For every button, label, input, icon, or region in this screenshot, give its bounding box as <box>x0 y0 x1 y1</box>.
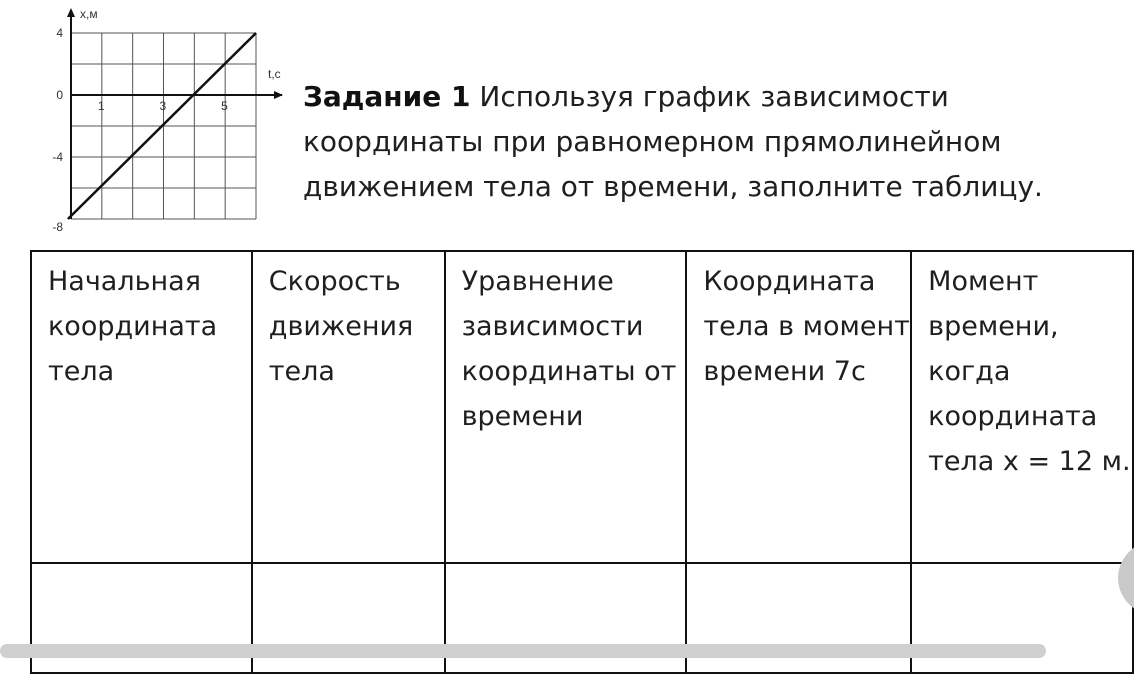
x-axis-label: t,с <box>268 67 281 81</box>
header-time-at-x12: Момент времени, когда координата тела х = 12 м. <box>911 251 1133 563</box>
y-tick-label: 0 <box>56 88 63 102</box>
coordinate-time-graph <box>30 4 300 236</box>
answer-table <box>30 250 1134 674</box>
header-coordinate-at-7s: Координата тела в момент времени 7с <box>686 251 911 563</box>
task-statement <box>303 74 1103 209</box>
horizontal-scrollbar[interactable] <box>0 644 1046 658</box>
header-initial-coordinate: Начальная координата тела <box>31 251 252 563</box>
x-axis-arrow <box>274 91 283 99</box>
task-text: Используя график зависимости координаты при равномерном прямолинейном движением тела от времени, заполните таблицу. <box>303 80 1043 203</box>
y-axis-label: x,м <box>80 7 98 21</box>
task-title: Задание 1 <box>303 80 471 113</box>
table-header-row <box>31 251 1133 563</box>
graph-tick-labels <box>52 26 228 234</box>
header-equation: Уравнение зависимости координаты от времени <box>445 251 687 563</box>
x-tick-label: 3 <box>159 99 167 113</box>
y-axis-arrow <box>67 8 75 17</box>
y-tick-label: -8 <box>52 220 63 234</box>
header-velocity: Скорость движения тела <box>252 251 445 563</box>
x-tick-label: 1 <box>97 99 105 113</box>
y-tick-label: -4 <box>52 150 63 164</box>
y-tick-label: 4 <box>56 26 63 40</box>
x-tick-label: 5 <box>221 99 228 113</box>
